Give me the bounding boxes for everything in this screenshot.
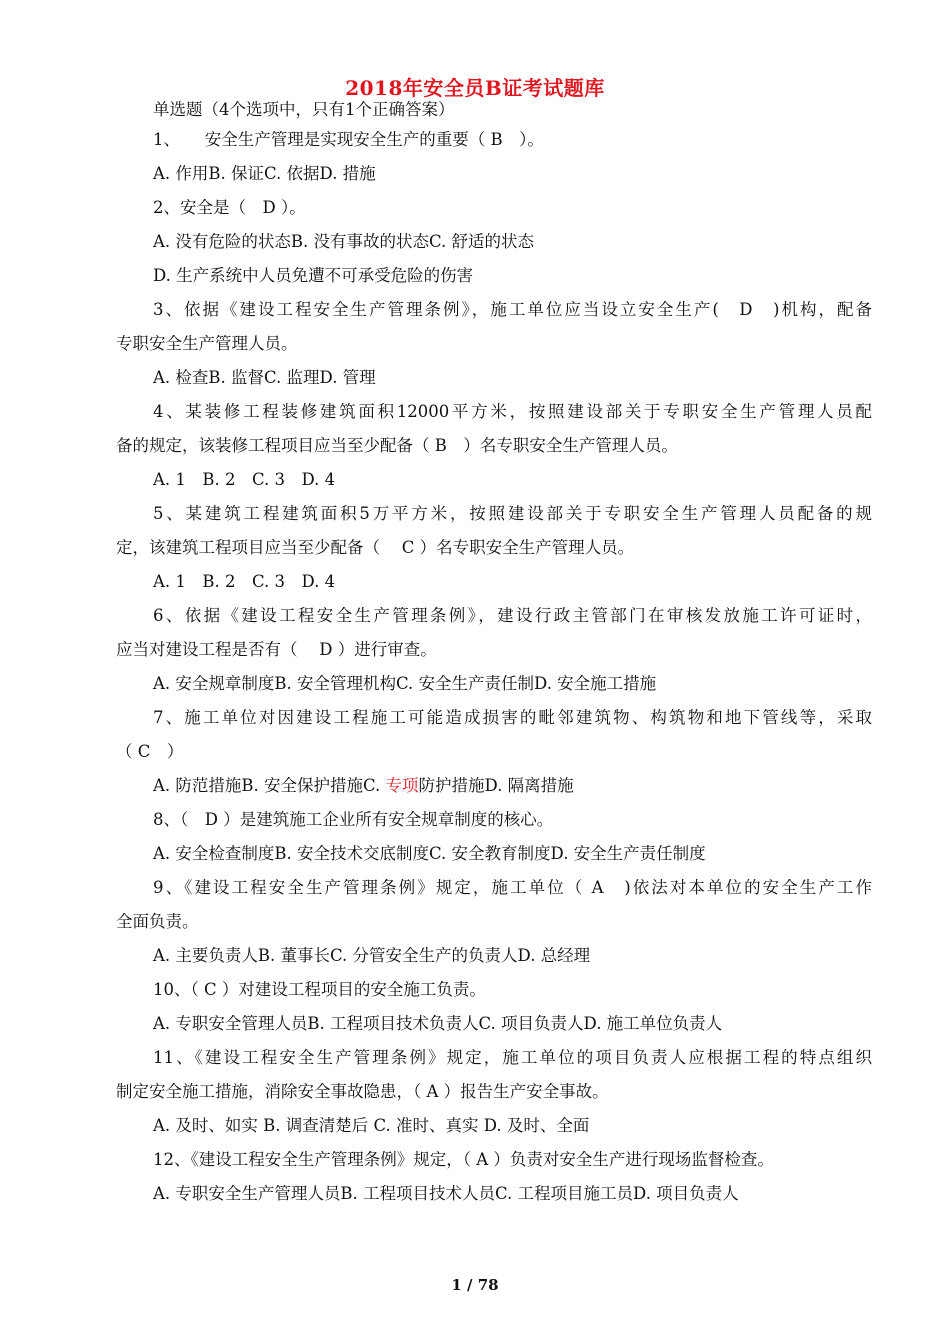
question-list: [116, 97, 872, 1211]
question-6: 6、依据《建设工程安全生产管理条例》，建设行政主管部门在审核发放施工许可证时，: [153, 606, 872, 625]
question-12: 12、《建设工程安全生产管理条例》规定，（ A ）负责对安全生产进行现场监督检查。: [153, 1150, 774, 1169]
options-7: [116, 769, 872, 803]
options-3: A. 检查B. 监督C. 监理D. 管理: [153, 368, 376, 387]
question-4-cont: 备的规定，该装修工程项目应当至少配备（ B ）名专职安全生产管理人员。: [116, 436, 678, 455]
question-3: 3、依据《建设工程安全生产管理条例》，施工单位应当设立安全生产( D )机构，配备: [153, 300, 872, 319]
options-2-cont: D. 生产系统中人员免遭不可承受危险的伤害: [153, 266, 474, 285]
question-7-cont: （ C ）: [116, 742, 184, 761]
options-5: A. 1 B. 2 C. 3 D. 4: [153, 572, 336, 591]
question-4: 4、某装修工程装修建筑面积12000平方米，按照建设部关于专职安全生产管理人员配: [153, 402, 872, 421]
question-1: 1、 安全生产管理是实现安全生产的重要（ B ）。: [153, 130, 544, 149]
question-8: 8、（ D ）是建筑施工企业所有安全规章制度的核心。: [153, 810, 554, 829]
question-10: 10、（ C ）对建设工程项目的安全施工负责。: [153, 980, 486, 999]
question-7: 7、施工单位对因建设工程施工可能造成损害的毗邻建筑物、构筑物和地下管线等，采取: [153, 708, 872, 727]
options-8: A. 安全检查制度B. 安全技术交底制度C. 安全教育制度D. 安全生产责任制度: [153, 844, 706, 863]
options-2: A. 没有危险的状态B. 没有事故的状态C. 舒适的状态: [153, 232, 535, 251]
highlighted-text: 专项: [385, 776, 419, 795]
options-7-before: A. 防范措施B. 安全保护措施C.: [153, 776, 386, 795]
question-6-cont: 应当对建设工程是否有（ D ）进行审查。: [116, 640, 437, 659]
options-9: A. 主要负责人B. 董事长C. 分管安全生产的负责人D. 总经理: [153, 946, 591, 965]
document-title: 2018年安全员B证考试题库: [345, 76, 605, 100]
question-11: 11、《建设工程安全生产管理条例》规定，施工单位的项目负责人应根据工程的特点组织: [153, 1048, 872, 1067]
question-9: 9、《建设工程安全生产管理条例》规定，施工单位（ A )依法对本单位的安全生产工作: [153, 878, 872, 897]
options-4: A. 1 B. 2 C. 3 D. 4: [153, 470, 336, 489]
question-5: 5、某建筑工程建筑面积5万平方米，按照建设部关于专职安全生产管理人员配备的规: [153, 504, 872, 523]
question-5-cont: 定，该建筑工程项目应当至少配备（ C ）名专职安全生产管理人员。: [116, 538, 635, 557]
options-11: A. 及时、如实 B. 调查清楚后 C. 准时、真实 D. 及时、全面: [153, 1116, 590, 1135]
options-7-after: 防护措施D. 隔离措施: [418, 776, 574, 795]
section-heading: 单选题（4个选项中，只有1个正确答案）: [153, 100, 455, 119]
question-2: 2、安全是（ D ）。: [153, 198, 306, 217]
options-10: A. 专职安全管理人员B. 工程项目技术负责人C. 项目负责人D. 施工单位负责人: [153, 1014, 723, 1033]
question-9-cont: 全面负责。: [116, 912, 199, 931]
options-6: A. 安全规章制度B. 安全管理机构C. 安全生产责任制D. 安全施工措施: [153, 674, 657, 693]
question-11-cont: 制定安全施工措施，消除安全事故隐患，（ A ）报告生产安全事故。: [116, 1082, 609, 1101]
page-number: 1 / 78: [451, 1276, 499, 1294]
question-3-cont: 专职安全生产管理人员。: [116, 334, 298, 353]
options-1: A. 作用B. 保证C. 依据D. 措施: [153, 164, 376, 183]
options-12: A. 专职安全生产管理人员B. 工程项目技术人员C. 工程项目施工员D. 项目负责人: [153, 1184, 739, 1203]
